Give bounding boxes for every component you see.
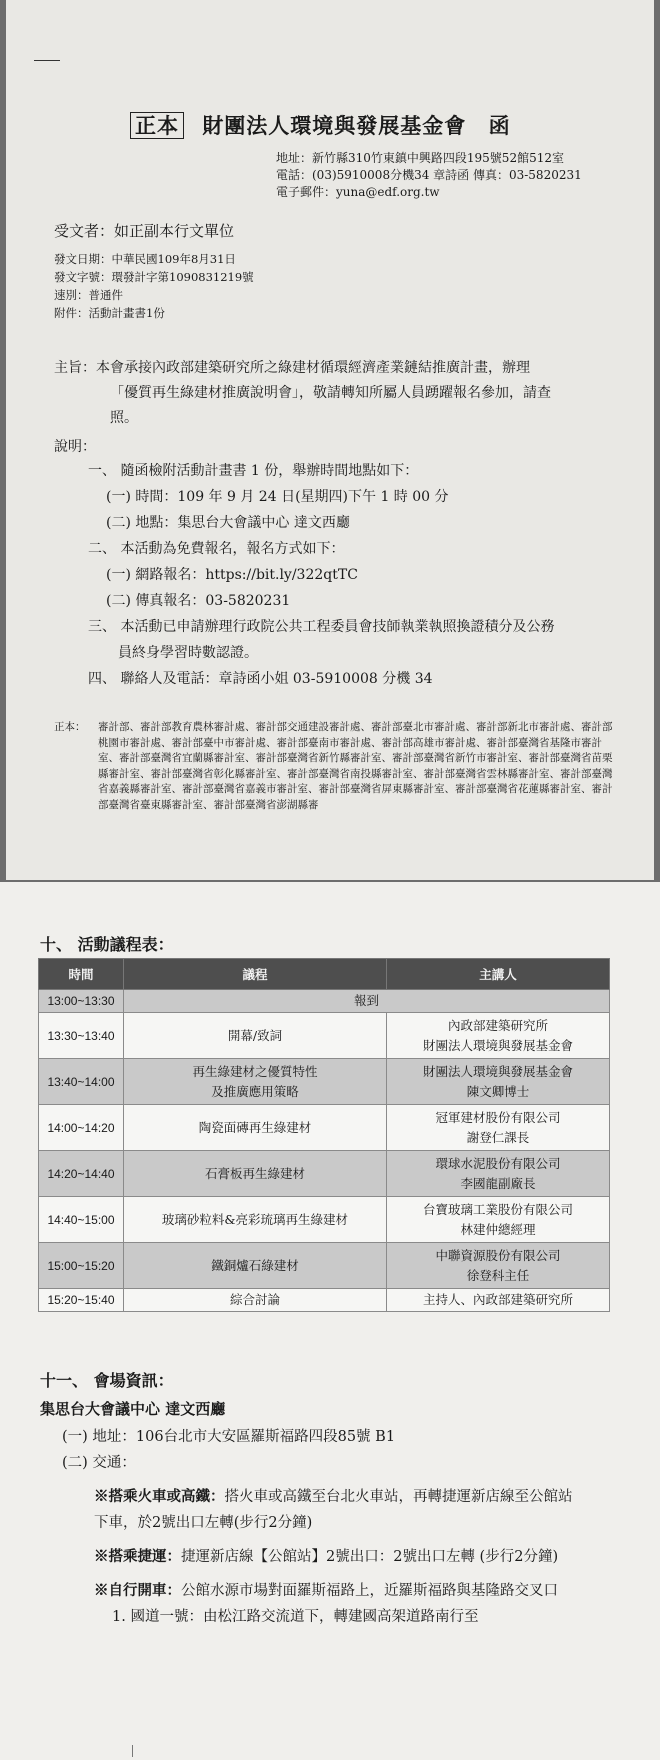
meta-attachment: 附件：活動計畫書1份 bbox=[54, 306, 165, 320]
header-speaker: 主講人 bbox=[387, 959, 610, 990]
meta-date: 發文日期：中華民國109年8月31日 bbox=[54, 252, 236, 266]
agenda-speaker: 主持人、內政部建築研究所 bbox=[387, 1289, 610, 1312]
transport-mrt-label: ※搭乘捷運： bbox=[94, 1548, 181, 1565]
item-3: 三、 本活動已申請辦理行政院公共工程委員會技師執業執照換證積分及公務 bbox=[88, 619, 555, 635]
cc-label: 正本： bbox=[54, 721, 86, 733]
transport-train-text: 搭火車或高鐵至台北火車站，再轉捷運新店線至公館站下車，於2號出口左轉(步行2分鐘) bbox=[94, 1489, 573, 1531]
agenda-time: 14:20~14:40 bbox=[39, 1151, 124, 1197]
item-3-cont: 員終身學習時數認證。 bbox=[118, 645, 258, 661]
cc-list bbox=[54, 720, 614, 813]
agenda-topic: 鐵銅爐石綠建材 bbox=[124, 1243, 387, 1289]
document-type: 函 bbox=[488, 113, 511, 138]
cc-text: 審計部、審計部教育農林審計處、審計部交通建設審計處、審計部臺北市審計處、審計部新北市審計處、審計部桃園市審計處、審計部臺中市審計處、審計部臺南市審計處、審計部高雄市審計處、審計部臺灣省基隆市審計室、審計部臺灣省宜蘭縣審計室、審計部臺灣省新竹縣審計室、審計部臺灣省新竹市審計室、審計部臺灣省苗栗縣審計室、審計部臺灣省彰化縣審計室、審計部臺灣省南投縣審計室、審計部臺灣省雲林縣審計室、審計部臺灣省嘉義縣審計室、審計部臺灣省嘉義市審計室、審計部臺灣省屏東縣審計室、審計部臺灣省花蓮縣審計室、審計部臺灣省臺東縣審計室、審計部臺灣省澎湖縣審 bbox=[98, 721, 613, 811]
transport-train bbox=[94, 1484, 582, 1536]
section-11-title: 十一、 會場資訊： bbox=[40, 1371, 174, 1390]
agenda-topic: 陶瓷面磚再生綠建材 bbox=[124, 1105, 387, 1151]
item-2-fax: (二) 傳真報名：03-5820231 bbox=[106, 593, 291, 609]
agenda-row bbox=[39, 1151, 610, 1197]
transport-car-label: ※自行開車： bbox=[94, 1582, 181, 1599]
meta-priority: 速別：普通件 bbox=[54, 288, 123, 302]
agenda-time: 13:40~14:00 bbox=[39, 1059, 124, 1105]
agenda-row bbox=[39, 1197, 610, 1243]
item-2-online: (一) 網路報名：https://bit.ly/322qtTC bbox=[106, 567, 358, 583]
item-1-location: (二) 地點：集思台大會議中心 達文西廳 bbox=[106, 515, 350, 531]
subject-line: 「優質再生綠建材推廣說明會」，敬請轉知所屬人員踴躍報名參加，請查 bbox=[110, 385, 551, 401]
agenda-speaker: 內政部建築研究所 財團法人環境與發展基金會 bbox=[387, 1013, 610, 1059]
transport-car bbox=[94, 1578, 582, 1604]
letterhead-phone: 電話：(03)5910008分機34 章詩函 傳真：03-5820231 bbox=[276, 168, 582, 182]
letterhead-email: 電子郵件：yuna@edf.org.tw bbox=[276, 185, 440, 199]
agenda-time: 15:20~15:40 bbox=[39, 1289, 124, 1312]
agenda-speaker: 冠軍建材股份有限公司 謝登仁課長 bbox=[387, 1105, 610, 1151]
subject bbox=[54, 356, 614, 431]
agenda-row bbox=[39, 1289, 610, 1312]
transport-mrt bbox=[94, 1544, 582, 1570]
letterhead-address: 地址：新竹縣310竹東鎮中興路四段195號52館512室 bbox=[276, 151, 564, 165]
item-2: 二、 本活動為免費報名，報名方式如下： bbox=[88, 541, 345, 557]
agenda-row bbox=[39, 1105, 610, 1151]
agenda-speaker: 環球水泥股份有限公司 李國龍副廠長 bbox=[387, 1151, 610, 1197]
agenda-speaker: 中聯資源股份有限公司 徐登科主任 bbox=[387, 1243, 610, 1289]
agenda-time: 13:30~13:40 bbox=[39, 1013, 124, 1059]
transport-mrt-text: 捷運新店線【公館站】2號出口：2號出口左轉 (步行2分鐘) bbox=[181, 1549, 559, 1565]
meta-number: 發文字號：環發計字第1090831219號 bbox=[54, 270, 254, 284]
explanation-items bbox=[88, 458, 628, 692]
agenda-time: 13:00~13:30 bbox=[39, 990, 124, 1013]
transport-car-item-1: 1. 國道一號：由松江路交流道下，轉建國高架道路南行至 bbox=[112, 1609, 479, 1625]
header-time: 時間 bbox=[39, 959, 124, 990]
agenda-topic: 報到 bbox=[124, 990, 610, 1013]
venue-name: 集思台大會議中心 達文西廳 bbox=[40, 1400, 226, 1418]
transport-train-label: ※搭乘火車或高鐵： bbox=[94, 1488, 225, 1505]
venue-details bbox=[62, 1424, 582, 1630]
letter-header bbox=[130, 110, 511, 140]
item-1: 一、 隨函檢附活動計畫書 1 份，舉辦時間地點如下： bbox=[88, 463, 419, 479]
margin-mark bbox=[34, 60, 60, 61]
letterhead-contact bbox=[276, 150, 582, 201]
agenda-time: 15:00~15:20 bbox=[39, 1243, 124, 1289]
transport-car-text: 公館水源市場對面羅斯福路上，近羅斯福路與基隆路交叉口 bbox=[181, 1583, 558, 1599]
agenda-table bbox=[38, 958, 610, 1312]
agenda-row bbox=[39, 1013, 610, 1059]
agenda-header-row bbox=[39, 959, 610, 990]
document-meta bbox=[54, 250, 254, 322]
transport-label: (二) 交通： bbox=[62, 1455, 136, 1471]
agenda-speaker: 台寶玻璃工業股份有限公司 林建仲總經理 bbox=[387, 1197, 610, 1243]
item-1-time: (一) 時間：109 年 9 月 24 日(星期四)下午 1 時 00 分 bbox=[106, 489, 449, 505]
page-mark bbox=[132, 1745, 133, 1757]
header-topic: 議程 bbox=[124, 959, 387, 990]
agenda-topic: 玻璃砂粒料&亮彩琉璃再生綠建材 bbox=[124, 1197, 387, 1243]
agenda-time: 14:00~14:20 bbox=[39, 1105, 124, 1151]
agenda-topic: 石膏板再生綠建材 bbox=[124, 1151, 387, 1197]
recipient: 受文者：如正副本行文單位 bbox=[54, 222, 235, 240]
explanation-label: 說明： bbox=[54, 439, 96, 455]
agenda-row bbox=[39, 1243, 610, 1289]
subject-line: 照。 bbox=[110, 410, 138, 426]
agenda-speaker: 財團法人環境與發展基金會 陳文卿博士 bbox=[387, 1059, 610, 1105]
agenda-topic: 開幕/致詞 bbox=[124, 1013, 387, 1059]
venue-address: (一) 地址：106台北市大安區羅斯福路四段85號 B1 bbox=[62, 1429, 396, 1445]
organization-title: 財團法人環境與發展基金會 bbox=[202, 113, 467, 138]
original-copy-stamp: 正本 bbox=[130, 112, 184, 139]
item-4: 四、 聯絡人及電話：章詩函小姐 03-5910008 分機 34 bbox=[88, 671, 433, 687]
agenda-topic: 綜合討論 bbox=[124, 1289, 387, 1312]
section-10-title: 十、 活動議程表： bbox=[40, 935, 174, 954]
agenda-row bbox=[39, 990, 610, 1013]
agenda-time: 14:40~15:00 bbox=[39, 1197, 124, 1243]
subject-line: 主旨：本會承接內政部建築研究所之綠建材循環經濟產業鏈結推廣計畫，辦理 bbox=[54, 360, 530, 376]
agenda-topic: 再生綠建材之優質特性 及推廣應用策略 bbox=[124, 1059, 387, 1105]
transport-notes bbox=[62, 1484, 582, 1630]
document-page-1 bbox=[6, 0, 654, 880]
agenda-row bbox=[39, 1059, 610, 1105]
